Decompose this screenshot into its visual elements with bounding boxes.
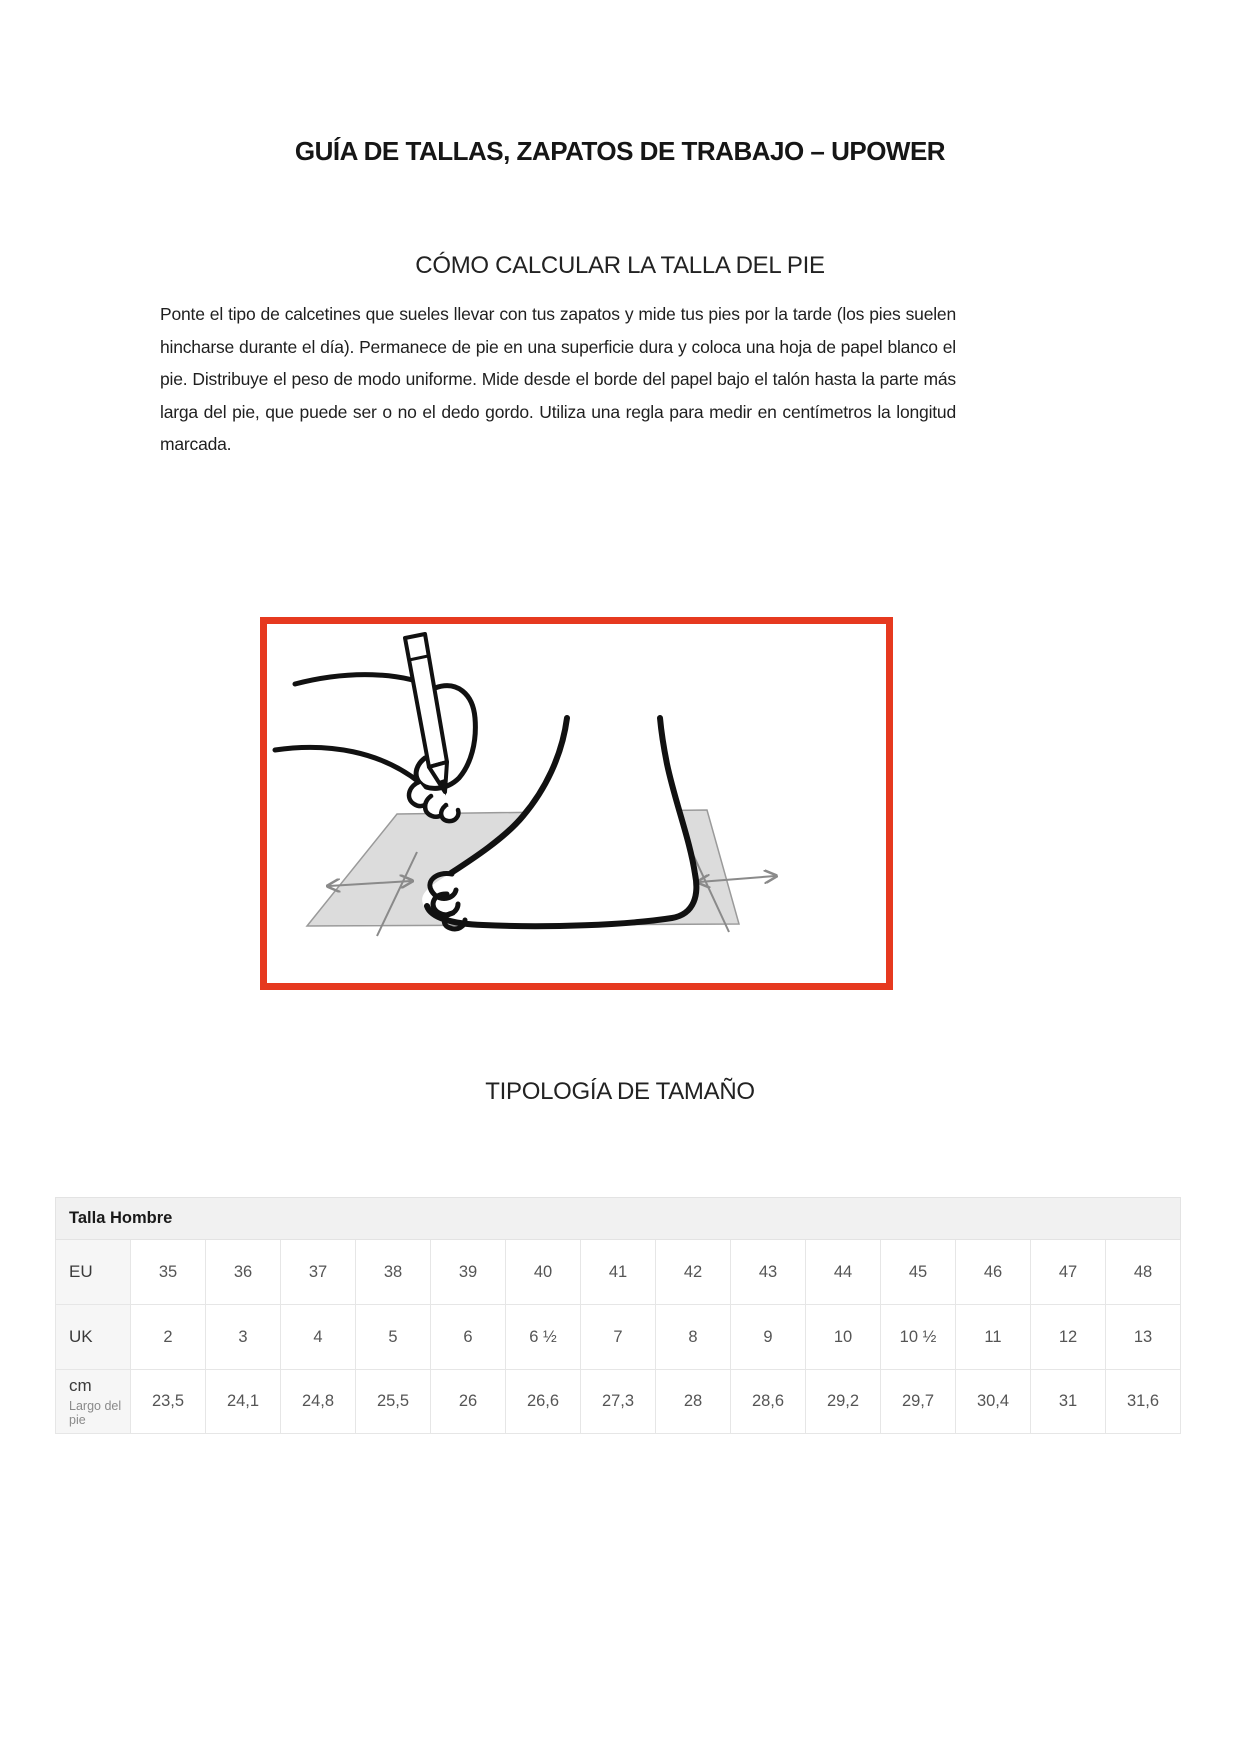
table-header-row xyxy=(56,1198,1181,1240)
row-label-uk: UK xyxy=(56,1305,131,1370)
size-value-cell: 31 xyxy=(1031,1370,1106,1434)
size-value-cell: 30,4 xyxy=(956,1370,1031,1434)
size-value-cell: 3 xyxy=(206,1305,281,1370)
page-title: GUÍA DE TALLAS, ZAPATOS DE TRABAJO – UPOWER xyxy=(294,136,946,166)
size-value-cell: 44 xyxy=(806,1240,881,1305)
size-value-cell: 48 xyxy=(1106,1240,1181,1305)
size-value-cell: 29,7 xyxy=(881,1370,956,1434)
size-value-cell: 9 xyxy=(731,1305,806,1370)
size-value-cell: 12 xyxy=(1031,1305,1106,1370)
size-value-cell: 36 xyxy=(206,1240,281,1305)
table-row xyxy=(56,1240,1181,1305)
size-value-cell: 6 xyxy=(431,1305,506,1370)
section-heading-tipologia: TIPOLOGÍA DE TAMAÑO xyxy=(485,1078,755,1105)
size-value-cell: 13 xyxy=(1106,1305,1181,1370)
size-value-cell: 41 xyxy=(581,1240,656,1305)
size-value-cell: 28,6 xyxy=(731,1370,806,1434)
size-value-cell: 24,8 xyxy=(281,1370,356,1434)
size-value-cell: 46 xyxy=(956,1240,1031,1305)
arm-bottom-line xyxy=(275,747,419,782)
size-value-cell: 26,6 xyxy=(506,1370,581,1434)
size-value-cell: 35 xyxy=(131,1240,206,1305)
size-value-cell: 37 xyxy=(281,1240,356,1305)
foot-tracing-illustration xyxy=(267,624,886,983)
size-value-cell: 43 xyxy=(731,1240,806,1305)
size-value-cell: 40 xyxy=(506,1240,581,1305)
size-value-cell: 24,1 xyxy=(206,1370,281,1434)
row-label-eu: EU xyxy=(56,1240,131,1305)
size-value-cell: 29,2 xyxy=(806,1370,881,1434)
foot-measurement-figure xyxy=(260,617,893,990)
size-table-title: Talla Hombre xyxy=(56,1198,1181,1240)
table-row xyxy=(56,1370,1181,1434)
size-value-cell: 28 xyxy=(656,1370,731,1434)
size-table-container xyxy=(55,1197,1181,1434)
size-value-cell: 39 xyxy=(431,1240,506,1305)
size-value-cell: 47 xyxy=(1031,1240,1106,1305)
instructions-paragraph: Ponte el tipo de calcetines que sueles llevar con tus zapatos y mide tus pies por la tarde (los pies suelen hincharse durante el día). Permanece de pie en una superficie dura y coloca una hoja de papel blanco el pie. Distribuye el peso de modo uniforme. Mide desde el borde del papel bajo el talón hasta la parte más larga del pie, que puede ser o no el dedo gordo. Utiliza una regla para medir en centímetros la longitud marcada. xyxy=(160,304,956,454)
size-value-cell: 23,5 xyxy=(131,1370,206,1434)
size-value-cell: 6 ½ xyxy=(506,1305,581,1370)
size-value-cell: 2 xyxy=(131,1305,206,1370)
row-label-cm: cm Largo del pie xyxy=(56,1370,131,1434)
size-value-cell: 10 xyxy=(806,1305,881,1370)
size-value-cell: 4 xyxy=(281,1305,356,1370)
size-value-cell: 10 ½ xyxy=(881,1305,956,1370)
size-value-cell: 5 xyxy=(356,1305,431,1370)
size-value-cell: 31,6 xyxy=(1106,1370,1181,1434)
size-value-cell: 26 xyxy=(431,1370,506,1434)
size-value-cell: 42 xyxy=(656,1240,731,1305)
section-heading-calcular-talla: CÓMO CALCULAR LA TALLA DEL PIE xyxy=(415,252,825,279)
size-value-cell: 7 xyxy=(581,1305,656,1370)
size-value-cell: 38 xyxy=(356,1240,431,1305)
size-value-cell: 25,5 xyxy=(356,1370,431,1434)
table-row xyxy=(56,1305,1181,1370)
size-value-cell: 11 xyxy=(956,1305,1031,1370)
size-value-cell: 27,3 xyxy=(581,1370,656,1434)
size-table xyxy=(55,1197,1181,1434)
size-value-cell: 8 xyxy=(656,1305,731,1370)
row-sublabel: Largo del pie xyxy=(69,1399,122,1427)
size-value-cell: 45 xyxy=(881,1240,956,1305)
